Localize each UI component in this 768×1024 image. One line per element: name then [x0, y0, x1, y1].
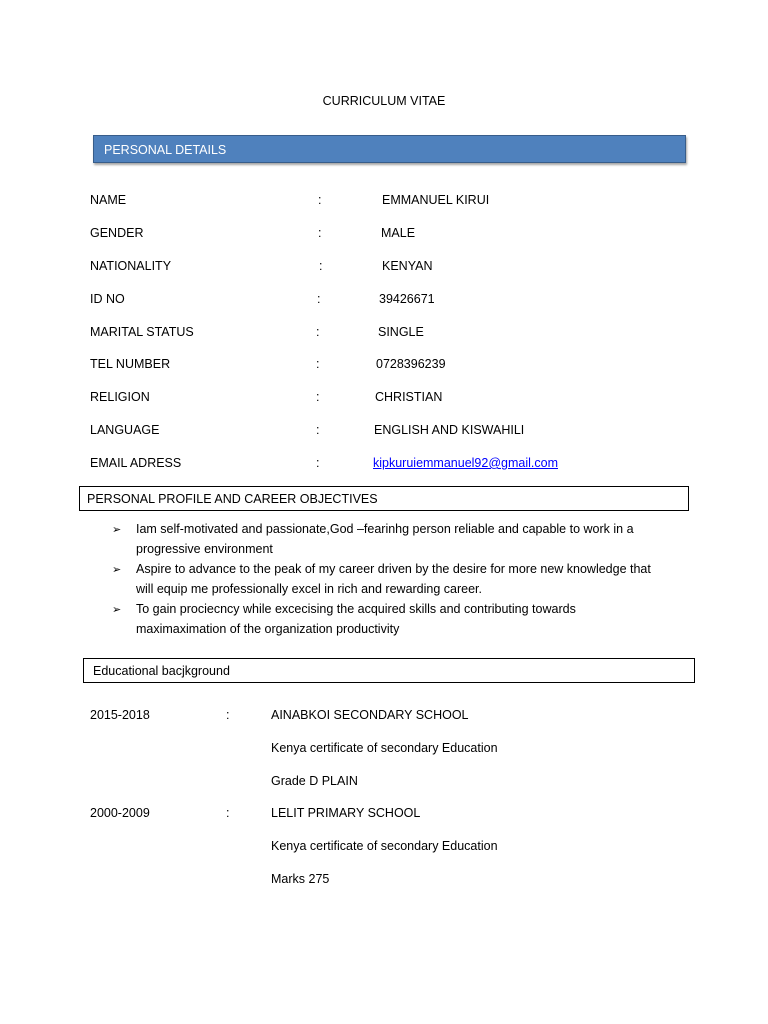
education-2-certificate: Kenya certificate of secondary Education: [271, 839, 498, 853]
language-label: LANGUAGE: [90, 423, 160, 437]
religion-label: RELIGION: [90, 390, 150, 404]
profile-bullet-1-line-1: Iam self-motivated and passionate,God –fearinhg person reliable and capable to work in a: [136, 522, 634, 536]
personal-details-header-label: PERSONAL DETAILS: [104, 143, 227, 157]
nationality-value: KENYAN: [382, 259, 433, 273]
name-label: NAME: [90, 193, 127, 207]
profile-bullet-1-line-2: progressive environment: [136, 542, 273, 556]
religion-colon: :: [316, 390, 320, 404]
arrow-bullet-icon: ➢: [112, 524, 122, 536]
gender-value: MALE: [381, 226, 416, 240]
arrow-bullet-icon: ➢: [112, 604, 122, 616]
email-colon: :: [316, 456, 320, 470]
education-header-box: [83, 658, 695, 683]
email-link[interactable]: kipkuruiemmanuel92@gmail.com: [373, 456, 558, 470]
education-1-school: AINABKOI SECONDARY SCHOOL: [271, 708, 469, 722]
id-no-label: ID NO: [90, 292, 125, 306]
marital-status-colon: :: [316, 325, 320, 339]
education-2-marks: Marks 275: [271, 872, 330, 886]
gender-label: GENDER: [90, 226, 144, 240]
education-2-years: 2000-2009: [90, 806, 150, 820]
id-no-value: 39426671: [379, 292, 435, 306]
language-value: ENGLISH AND KISWAHILI: [374, 423, 525, 437]
nationality-colon: :: [319, 259, 323, 273]
profile-bullet-2-line-1: Aspire to advance to the peak of my career driven by the desire for more new knowledge that: [136, 562, 651, 576]
personal-details-header: [93, 135, 686, 163]
id-no-colon: :: [317, 292, 321, 306]
gender-colon: :: [318, 226, 322, 240]
language-colon: :: [316, 423, 320, 437]
religion-value: CHRISTIAN: [375, 390, 443, 404]
tel-number-label: TEL NUMBER: [90, 357, 171, 371]
profile-bullet-3-line-2: maximaximation of the organization productivity: [136, 622, 400, 636]
nationality-label: NATIONALITY: [90, 259, 172, 273]
tel-number-colon: :: [316, 357, 320, 371]
education-2-school: LELIT PRIMARY SCHOOL: [271, 806, 421, 820]
profile-bullet-2-line-2: will equip me professionally excel in rich and rewarding career.: [136, 582, 483, 596]
education-2-colon: :: [226, 806, 230, 820]
education-1-certificate: Kenya certificate of secondary Education: [271, 741, 498, 755]
name-value: EMMANUEL KIRUI: [382, 193, 490, 207]
name-colon: :: [318, 193, 322, 207]
profile-bullet-3-line-1: To gain prociecncy while excecising the acquired skills and contributing towards: [136, 602, 576, 616]
tel-number-value: 0728396239: [376, 357, 446, 371]
marital-status-value: SINGLE: [378, 325, 424, 339]
profile-header: PERSONAL PROFILE AND CAREER OBJECTIVES: [87, 492, 378, 506]
profile-header-box: [79, 486, 689, 511]
education-1-grade: Grade D PLAIN: [271, 774, 358, 788]
arrow-bullet-icon: ➢: [112, 564, 122, 576]
email-label: EMAIL ADRESS: [90, 456, 182, 470]
education-header: Educational bacjkground: [93, 664, 230, 678]
education-1-colon: :: [226, 708, 230, 722]
education-1-years: 2015-2018: [90, 708, 150, 722]
marital-status-label: MARITAL STATUS: [90, 325, 194, 339]
document-title: CURRICULUM VITAE: [322, 94, 446, 108]
